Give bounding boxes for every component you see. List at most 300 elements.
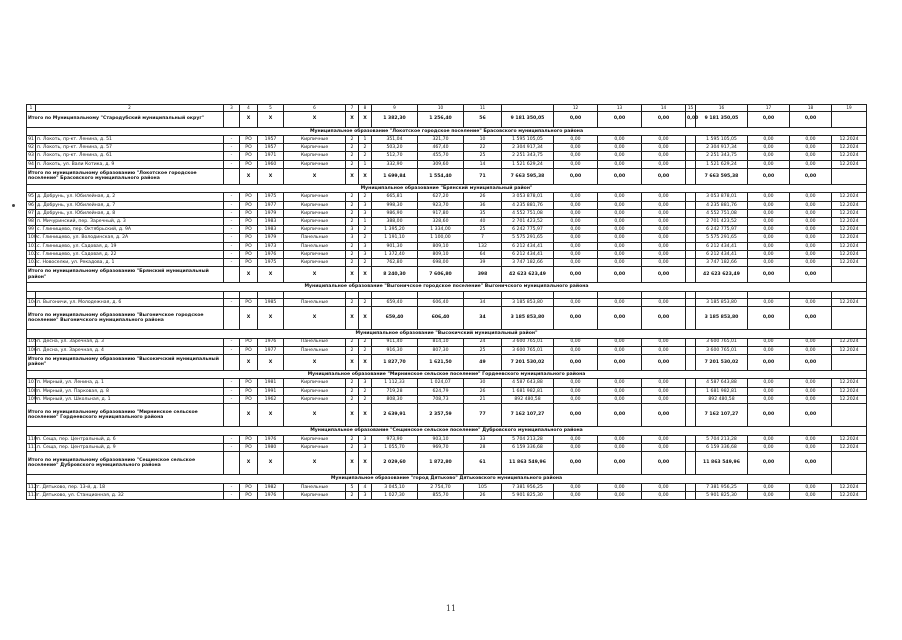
cell-c4: РО xyxy=(240,144,258,152)
cell-c8: 2 xyxy=(359,193,372,201)
total-c13: 0,00 xyxy=(598,404,642,427)
cell-c13: 0,00 xyxy=(598,483,642,491)
total-c19 xyxy=(832,404,867,427)
cell-c11b: 3 600 765,01 xyxy=(502,346,554,354)
cell-c9: 3 045,10 xyxy=(372,483,418,491)
cell-c4: РО xyxy=(240,136,258,144)
column-number: 19 xyxy=(832,105,867,112)
cell-c3: - xyxy=(224,379,240,387)
empty-cell xyxy=(598,291,642,298)
total-label: Итого по муниципальному образованию "Высокичский муниципальный район" xyxy=(27,354,224,370)
table-body xyxy=(27,105,867,500)
section-title: Муниципальное образование "Выгоничское городское поселение" Выгоничского муниципального района xyxy=(27,283,867,292)
row-number: 96 xyxy=(28,202,34,208)
cell-c16: 3 053 878,01 xyxy=(696,193,748,201)
address-cell: п. Мичуринский, пер. Заречный, д. 3 xyxy=(36,218,224,226)
total-c6: X xyxy=(284,306,346,329)
cell-c16: 3 600 765,01 xyxy=(696,346,748,354)
cell-c19: 12.2024 xyxy=(832,298,867,306)
total-c3 xyxy=(224,354,240,370)
blank-row xyxy=(27,291,867,298)
cell-c3: - xyxy=(224,218,240,226)
cell-c6: Кирпичные xyxy=(284,226,346,234)
cell-c6: Кирпичные xyxy=(284,443,346,451)
total-c11b: 9 181 350,05 xyxy=(502,111,554,127)
cell-c11b: 6 242 775,97 xyxy=(502,226,554,234)
cell-c12: 0,00 xyxy=(554,258,598,266)
cell-c11: 132 xyxy=(464,242,502,250)
cell-c10: 606,40 xyxy=(418,298,464,306)
cell-c14: 0,00 xyxy=(642,218,686,226)
repair-program-table xyxy=(26,104,867,500)
cell-c9: 1 395,20 xyxy=(372,226,418,234)
cell-c6: Кирпичные xyxy=(284,160,346,168)
total-c12: 0,00 xyxy=(554,267,598,283)
cell-c11b: 4 235 881,76 xyxy=(502,201,554,209)
cell-c3: - xyxy=(224,346,240,354)
cell-c19: 12.2024 xyxy=(832,338,867,346)
column-number: 12 xyxy=(554,105,598,112)
cell-c4: РО xyxy=(240,250,258,258)
column-number: 3 xyxy=(224,105,240,112)
cell-c12: 0,00 xyxy=(554,443,598,451)
cell-c15 xyxy=(686,346,696,354)
cell-c14: 0,00 xyxy=(642,201,686,209)
cell-c9: 1 191,10 xyxy=(372,234,418,242)
total-c11b: 3 185 853,80 xyxy=(502,306,554,329)
total-c11: 77 xyxy=(464,404,502,427)
cell-c12: 0,00 xyxy=(554,250,598,258)
cell-c5: 1977 xyxy=(258,346,284,354)
cell-c11: 25 xyxy=(464,152,502,160)
cell-c6: Панельные xyxy=(284,242,346,250)
cell-c12: 0,00 xyxy=(554,209,598,217)
cell-c11b: 1 521 629,24 xyxy=(502,160,554,168)
total-label: Итого по муниципальному образованию "Сещинское сельское поселение" Дубровского муниципального района xyxy=(27,452,224,475)
page-number: 11 xyxy=(445,604,457,613)
cell-c18: 0,00 xyxy=(790,136,832,144)
table-row xyxy=(27,144,867,152)
cell-c8: 1 xyxy=(359,218,372,226)
cell-c18: 0,00 xyxy=(790,346,832,354)
cell-c17: 0,00 xyxy=(748,201,790,209)
cell-c10: 809,10 xyxy=(418,242,464,250)
total-c13: 0,00 xyxy=(598,111,642,127)
cell-c11: 7 xyxy=(464,234,502,242)
column-number: 18 xyxy=(790,105,832,112)
cell-c11b: 4 552 751,08 xyxy=(502,209,554,217)
cell-c5: 1975 xyxy=(258,258,284,266)
cell-c15 xyxy=(686,491,696,499)
cell-c8: 3 xyxy=(359,201,372,209)
cell-c13: 0,00 xyxy=(598,209,642,217)
cell-c5: 1976 xyxy=(258,435,284,443)
table-row xyxy=(27,395,867,403)
cell-c11: 14 xyxy=(464,160,502,168)
cell-c6: Кирпичные xyxy=(284,209,346,217)
cell-c15 xyxy=(686,258,696,266)
column-number: 11 xyxy=(464,105,502,112)
cell-c18: 0,00 xyxy=(790,209,832,217)
total-c11b: 42 623 623,49 xyxy=(502,267,554,283)
total-c17: 0,00 xyxy=(748,452,790,475)
address-cell: с. Глинищево, пер. Октябрьский, д. 9А xyxy=(36,226,224,234)
total-c9: 1 382,30 xyxy=(372,111,418,127)
cell-c3: - xyxy=(224,193,240,201)
cell-c15 xyxy=(686,234,696,242)
section-header-row xyxy=(27,427,867,436)
cell-c17: 0,00 xyxy=(748,298,790,306)
cell-c11b: 5 575 291,65 xyxy=(502,234,554,242)
cell-c11b: 6 212 434,41 xyxy=(502,242,554,250)
address-cell: д. Добрунь, ул. Юбилейная, д. 2 xyxy=(36,193,224,201)
cell-c10: 855,70 xyxy=(418,491,464,499)
empty-cell xyxy=(346,291,359,298)
total-label: Итого по муниципальному образованию "Мирнинское сельское поселение" Гордеевского муниципального района xyxy=(27,404,224,427)
section-title: Муниципальное образование "Высокичский муниципальный район" xyxy=(27,329,867,338)
cell-c3: - xyxy=(224,298,240,306)
total-c15 xyxy=(686,168,696,184)
cell-c14: 0,00 xyxy=(642,136,686,144)
cell-c10: 809,10 xyxy=(418,250,464,258)
address-cell: г. Дятьково, ул. Станционная, д. 32 xyxy=(36,491,224,499)
total-c17: 0,00 xyxy=(748,306,790,329)
column-number: 1 xyxy=(27,105,36,112)
cell-c17: 0,00 xyxy=(748,395,790,403)
total-c18: 0,00 xyxy=(790,452,832,475)
cell-c18: 0,00 xyxy=(790,443,832,451)
total-c5: X xyxy=(258,404,284,427)
cell-c8: 2 xyxy=(359,258,372,266)
cell-c19: 12.2024 xyxy=(832,160,867,168)
total-c11: 398 xyxy=(464,267,502,283)
cell-c19: 12.2024 xyxy=(832,144,867,152)
cell-c8: 3 xyxy=(359,435,372,443)
cell-c12: 0,00 xyxy=(554,193,598,201)
total-c3 xyxy=(224,111,240,127)
table-row xyxy=(27,379,867,387)
cell-c15 xyxy=(686,379,696,387)
cell-c8: 3 xyxy=(359,242,372,250)
cell-c18: 0,00 xyxy=(790,242,832,250)
cell-c12: 0,00 xyxy=(554,201,598,209)
cell-c14: 0,00 xyxy=(642,160,686,168)
cell-c9: 1 055,70 xyxy=(372,443,418,451)
total-c13: 0,00 xyxy=(598,354,642,370)
cell-c5: 1980 xyxy=(258,443,284,451)
cell-c16: 5 575 291,65 xyxy=(696,234,748,242)
cell-c3: - xyxy=(224,242,240,250)
total-c13: 0,00 xyxy=(598,306,642,329)
cell-c19: 12.2024 xyxy=(832,242,867,250)
cell-c11b: 2 251 343,75 xyxy=(502,152,554,160)
cell-c19: 12.2024 xyxy=(832,250,867,258)
cell-c19: 12.2024 xyxy=(832,152,867,160)
total-c14: 0,00 xyxy=(642,168,686,184)
total-c18: 0,00 xyxy=(790,168,832,184)
total-c8: X xyxy=(359,267,372,283)
column-number: 9 xyxy=(372,105,418,112)
address-cell: с. Новоселки, ул. Рекадова, д. 1 xyxy=(36,258,224,266)
cell-c15 xyxy=(686,387,696,395)
cell-c5: 1985 xyxy=(258,298,284,306)
cell-c9: 916,30 xyxy=(372,346,418,354)
cell-c7: 2 xyxy=(346,160,359,168)
total-c15 xyxy=(686,404,696,427)
total-c11: 56 xyxy=(464,111,502,127)
cell-c15 xyxy=(686,483,696,491)
cell-c14: 0,00 xyxy=(642,379,686,387)
cell-c10: 903,10 xyxy=(418,435,464,443)
cell-c8: 2 xyxy=(359,298,372,306)
cell-c9: 332,90 xyxy=(372,160,418,168)
empty-cell xyxy=(372,291,418,298)
cell-c15 xyxy=(686,443,696,451)
total-c3 xyxy=(224,267,240,283)
empty-cell xyxy=(790,291,832,298)
total-c12: 0,00 xyxy=(554,452,598,475)
cell-c4: РО xyxy=(240,226,258,234)
total-c9: 1 699,84 xyxy=(372,168,418,184)
section-title: Муниципальное образование "город Дятьково" Дятьковского муниципального района xyxy=(27,475,867,484)
empty-cell xyxy=(418,291,464,298)
cell-c16: 6 212 434,41 xyxy=(696,250,748,258)
row-number: 104 xyxy=(28,299,37,305)
total-row xyxy=(27,306,867,329)
cell-c10: 321,70 xyxy=(418,136,464,144)
cell-c8: 1 xyxy=(359,160,372,168)
column-number: 13 xyxy=(598,105,642,112)
cell-c12: 0,00 xyxy=(554,346,598,354)
empty-cell xyxy=(696,291,748,298)
table-row xyxy=(27,435,867,443)
cell-c12: 0,00 xyxy=(554,483,598,491)
cell-c7: 2 xyxy=(346,152,359,160)
cell-c9: 659,40 xyxy=(372,298,418,306)
empty-cell xyxy=(258,291,284,298)
total-c12: 0,00 xyxy=(554,306,598,329)
total-c11: 71 xyxy=(464,168,502,184)
cell-c17: 0,00 xyxy=(748,346,790,354)
cell-c5: 1979 xyxy=(258,209,284,217)
cell-c15 xyxy=(686,250,696,258)
total-c9: 8 240,30 xyxy=(372,267,418,283)
cell-c16: 1 521 629,24 xyxy=(696,160,748,168)
cell-c17: 0,00 xyxy=(748,250,790,258)
address-cell: п. Мирный, ул. Ленина, д. 1 xyxy=(36,379,224,387)
cell-c8: 1 xyxy=(359,136,372,144)
cell-c10: 923,70 xyxy=(418,201,464,209)
total-c11b: 11 863 549,96 xyxy=(502,452,554,475)
cell-c11b: 3 600 765,01 xyxy=(502,338,554,346)
cell-c6: Кирпичные xyxy=(284,250,346,258)
cell-c9: 1 372,40 xyxy=(372,250,418,258)
cell-c11: 26 xyxy=(464,387,502,395)
cell-c5: 1983 xyxy=(258,226,284,234)
table-row xyxy=(27,387,867,395)
table-row xyxy=(27,218,867,226)
cell-c19: 12.2024 xyxy=(832,379,867,387)
total-c14: 0,00 xyxy=(642,404,686,427)
cell-c11: 105 xyxy=(464,483,502,491)
cell-c3: - xyxy=(224,435,240,443)
cell-c14: 0,00 xyxy=(642,346,686,354)
cell-c13: 0,00 xyxy=(598,338,642,346)
cell-c14: 0,00 xyxy=(642,395,686,403)
cell-c9: 998,30 xyxy=(372,201,418,209)
total-c16: 42 623 623,49 xyxy=(696,267,748,283)
cell-c12: 0,00 xyxy=(554,152,598,160)
cell-c3: - xyxy=(224,144,240,152)
total-c19 xyxy=(832,452,867,475)
cell-c9: 973,90 xyxy=(372,435,418,443)
total-c8: X xyxy=(359,111,372,127)
total-c16: 11 863 549,96 xyxy=(696,452,748,475)
total-c19 xyxy=(832,111,867,127)
empty-cell xyxy=(240,291,258,298)
address-cell: п. Локоть, пр-кт. Ленина, д. 51 xyxy=(36,136,224,144)
cell-c5: 1973 xyxy=(258,242,284,250)
row-number: 100 xyxy=(28,235,37,241)
row-number: 94 xyxy=(28,161,34,167)
cell-c7: 2 xyxy=(346,491,359,499)
cell-c17: 0,00 xyxy=(748,379,790,387)
total-c6: X xyxy=(284,404,346,427)
total-c15 xyxy=(686,354,696,370)
address-cell: п. Локоть, пр-кт. Ленина, д. 61 xyxy=(36,152,224,160)
cell-c13: 0,00 xyxy=(598,346,642,354)
empty-cell xyxy=(224,291,240,298)
total-c18: 0,00 xyxy=(790,306,832,329)
cell-c11: 22 xyxy=(464,144,502,152)
total-c14: 0,00 xyxy=(642,111,686,127)
cell-c8: 2 xyxy=(359,387,372,395)
cell-c11: 21 xyxy=(464,395,502,403)
cell-c6: Кирпичные xyxy=(284,379,346,387)
cell-c15 xyxy=(686,338,696,346)
cell-c15 xyxy=(686,242,696,250)
total-c19 xyxy=(832,306,867,329)
cell-c14: 0,00 xyxy=(642,387,686,395)
total-c11b: 7 162 107,27 xyxy=(502,404,554,427)
cell-c16: 3 600 765,01 xyxy=(696,338,748,346)
cell-c6: Кирпичные xyxy=(284,152,346,160)
total-c16: 7 201 530,02 xyxy=(696,354,748,370)
total-c12: 0,00 xyxy=(554,354,598,370)
section-title: Муниципальное образование "Мирнинское сельское поселение" Гордеевского муниципального района xyxy=(27,370,867,379)
cell-c14: 0,00 xyxy=(642,250,686,258)
cell-c3: - xyxy=(224,152,240,160)
row-number: 97 xyxy=(28,210,34,216)
cell-c8: 2 xyxy=(359,338,372,346)
cell-c7: 2 xyxy=(346,218,359,226)
table-row xyxy=(27,258,867,266)
total-label: Итого по муниципальному образованию "Локотское городское поселение" Брасовского муниципального района xyxy=(27,168,224,184)
cell-c4: РО xyxy=(240,160,258,168)
cell-c11: 36 xyxy=(464,201,502,209)
total-c12: 0,00 xyxy=(554,168,598,184)
cell-c6: Кирпичные xyxy=(284,491,346,499)
cell-c3: - xyxy=(224,443,240,451)
cell-c11: 39 xyxy=(464,258,502,266)
cell-c12: 0,00 xyxy=(554,144,598,152)
cell-c12: 0,00 xyxy=(554,395,598,403)
total-c7: X xyxy=(346,267,359,283)
cell-c4: РО xyxy=(240,234,258,242)
cell-c8: 2 xyxy=(359,395,372,403)
cell-c10: 627,20 xyxy=(418,193,464,201)
total-c6: X xyxy=(284,354,346,370)
cell-c7: 2 xyxy=(346,435,359,443)
cell-c10: 467,40 xyxy=(418,144,464,152)
total-row xyxy=(27,404,867,427)
total-c9: 659,40 xyxy=(372,306,418,329)
cell-c6: Кирпичные xyxy=(284,258,346,266)
total-c5: X xyxy=(258,354,284,370)
total-c18: 0,00 xyxy=(790,404,832,427)
total-c7: X xyxy=(346,354,359,370)
total-c12: 0,00 xyxy=(554,404,598,427)
total-c4: X xyxy=(240,452,258,475)
empty-cell xyxy=(832,291,867,298)
total-c6: X xyxy=(284,452,346,475)
total-c17: 0,00 xyxy=(748,267,790,283)
cell-c17: 0,00 xyxy=(748,491,790,499)
cell-c19: 12.2024 xyxy=(832,346,867,354)
empty-cell xyxy=(686,291,696,298)
total-c6: X xyxy=(284,111,346,127)
cell-c4: РО xyxy=(240,395,258,403)
cell-c15 xyxy=(686,152,696,160)
cell-c9: 1 112,33 xyxy=(372,379,418,387)
cell-c12: 0,00 xyxy=(554,226,598,234)
cell-c4: РО xyxy=(240,435,258,443)
total-c4: X xyxy=(240,168,258,184)
cell-c15 xyxy=(686,435,696,443)
total-c4: X xyxy=(240,111,258,127)
total-c15: 0,00 xyxy=(686,111,696,127)
cell-c7: 2 xyxy=(346,193,359,201)
cell-c3: - xyxy=(224,160,240,168)
cell-c13: 0,00 xyxy=(598,226,642,234)
cell-c11b: 1 595 105,05 xyxy=(502,136,554,144)
address-cell: п. Сеща, пер. Центральный, д. 9 xyxy=(36,443,224,451)
total-c17: 0,00 xyxy=(748,404,790,427)
total-c7: X xyxy=(346,452,359,475)
cell-c16: 3 185 853,80 xyxy=(696,298,748,306)
section-title: Муниципальное образование "Брянский муниципальный район" xyxy=(27,184,867,193)
cell-c7: 2 xyxy=(346,395,359,403)
cell-c12: 0,00 xyxy=(554,136,598,144)
cell-c16: 4 235 881,76 xyxy=(696,201,748,209)
empty-cell xyxy=(554,291,598,298)
cell-c11: 26 xyxy=(464,193,502,201)
cell-c13: 0,00 xyxy=(598,152,642,160)
cell-c12: 0,00 xyxy=(554,218,598,226)
cell-c11: 34 xyxy=(464,298,502,306)
total-c5: X xyxy=(258,452,284,475)
cell-c10: 969,70 xyxy=(418,443,464,451)
total-label: Итого по муниципальному образованию "Брянский муниципальный район" xyxy=(27,267,224,283)
cell-c15 xyxy=(686,226,696,234)
cell-c4: РО xyxy=(240,338,258,346)
cell-c5: 1962 xyxy=(258,395,284,403)
table-row xyxy=(27,250,867,258)
cell-c4: РО xyxy=(240,218,258,226)
cell-c3: - xyxy=(224,258,240,266)
cell-c8: 3 xyxy=(359,491,372,499)
table-row xyxy=(27,242,867,250)
